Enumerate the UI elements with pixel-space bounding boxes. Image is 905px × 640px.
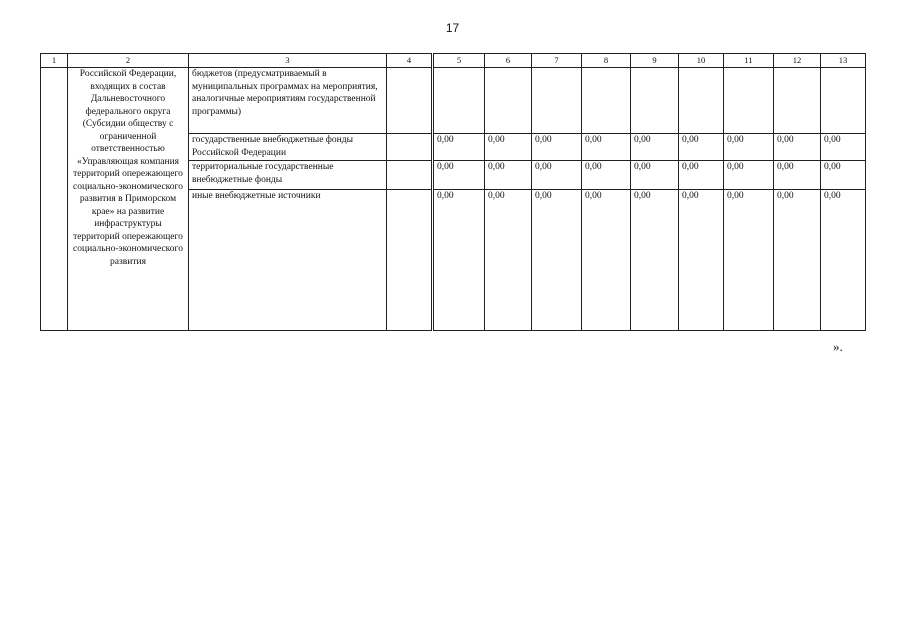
value-cell: 0,00 xyxy=(631,190,679,331)
header-cell: 5 xyxy=(433,54,485,68)
value-cell: 0,00 xyxy=(679,134,724,161)
value-cell xyxy=(679,68,724,134)
value-cell: 0,00 xyxy=(631,161,679,190)
value-cell: 0,00 xyxy=(631,134,679,161)
closing-quote-mark: ». xyxy=(833,339,843,354)
value-cell: 0,00 xyxy=(433,161,485,190)
value-cell: 0,00 xyxy=(774,161,821,190)
header-cell: 13 xyxy=(821,54,866,68)
header-cell: 9 xyxy=(631,54,679,68)
value-cell: 0,00 xyxy=(532,190,582,331)
value-cell xyxy=(724,68,774,134)
value-cell: 0,00 xyxy=(532,134,582,161)
value-cell xyxy=(774,68,821,134)
empty-cell xyxy=(387,68,433,134)
row-number-cell xyxy=(41,68,68,331)
header-cell: 12 xyxy=(774,54,821,68)
empty-cell xyxy=(387,134,433,161)
header-cell: 11 xyxy=(724,54,774,68)
value-cell xyxy=(821,68,866,134)
table-header-row xyxy=(41,54,866,68)
funding-source-cell: бюджетов (предусматриваемый в муниципальных программах на мероприятия, аналогичные мероприятиям государственной программы) xyxy=(189,68,387,134)
value-cell: 0,00 xyxy=(724,161,774,190)
funding-source-cell: иные внебюджетные источники xyxy=(189,190,387,331)
value-cell: 0,00 xyxy=(433,134,485,161)
header-cell: 7 xyxy=(532,54,582,68)
value-cell: 0,00 xyxy=(433,190,485,331)
value-cell xyxy=(582,68,631,134)
value-cell xyxy=(631,68,679,134)
value-cell: 0,00 xyxy=(485,190,532,331)
value-cell: 0,00 xyxy=(774,190,821,331)
empty-cell xyxy=(387,161,433,190)
value-cell: 0,00 xyxy=(724,134,774,161)
value-cell: 0,00 xyxy=(485,134,532,161)
empty-cell xyxy=(387,190,433,331)
value-cell: 0,00 xyxy=(821,134,866,161)
table-row xyxy=(41,68,866,134)
value-cell: 0,00 xyxy=(582,134,631,161)
value-cell xyxy=(485,68,532,134)
budget-table xyxy=(40,53,866,331)
value-cell: 0,00 xyxy=(821,190,866,331)
header-cell: 3 xyxy=(189,54,387,68)
header-cell: 2 xyxy=(68,54,189,68)
header-cell: 6 xyxy=(485,54,532,68)
header-cell: 8 xyxy=(582,54,631,68)
value-cell: 0,00 xyxy=(532,161,582,190)
funding-source-cell: государственные внебюджетные фонды Российской Федерации xyxy=(189,134,387,161)
page-number: 17 xyxy=(445,21,460,35)
funding-source-cell: территориальные государственные внебюджетные фонды xyxy=(189,161,387,190)
header-cell: 10 xyxy=(679,54,724,68)
value-cell xyxy=(433,68,485,134)
value-cell: 0,00 xyxy=(724,190,774,331)
header-cell: 4 xyxy=(387,54,433,68)
value-cell: 0,00 xyxy=(679,190,724,331)
value-cell xyxy=(532,68,582,134)
value-cell: 0,00 xyxy=(582,161,631,190)
value-cell: 0,00 xyxy=(679,161,724,190)
value-cell: 0,00 xyxy=(485,161,532,190)
value-cell: 0,00 xyxy=(582,190,631,331)
value-cell: 0,00 xyxy=(774,134,821,161)
entity-name-cell: Российской Федерации, входящих в состав Дальневосточного федерального округа (Субсидии обществу с ограниченной ответственностью «Управляющая компания территорий опережающего социально-экономического развития в Приморском крае» на развитие инфраструктуры территорий опережающего социально-экономического развития xyxy=(68,68,189,331)
value-cell: 0,00 xyxy=(821,161,866,190)
header-cell: 1 xyxy=(41,54,68,68)
